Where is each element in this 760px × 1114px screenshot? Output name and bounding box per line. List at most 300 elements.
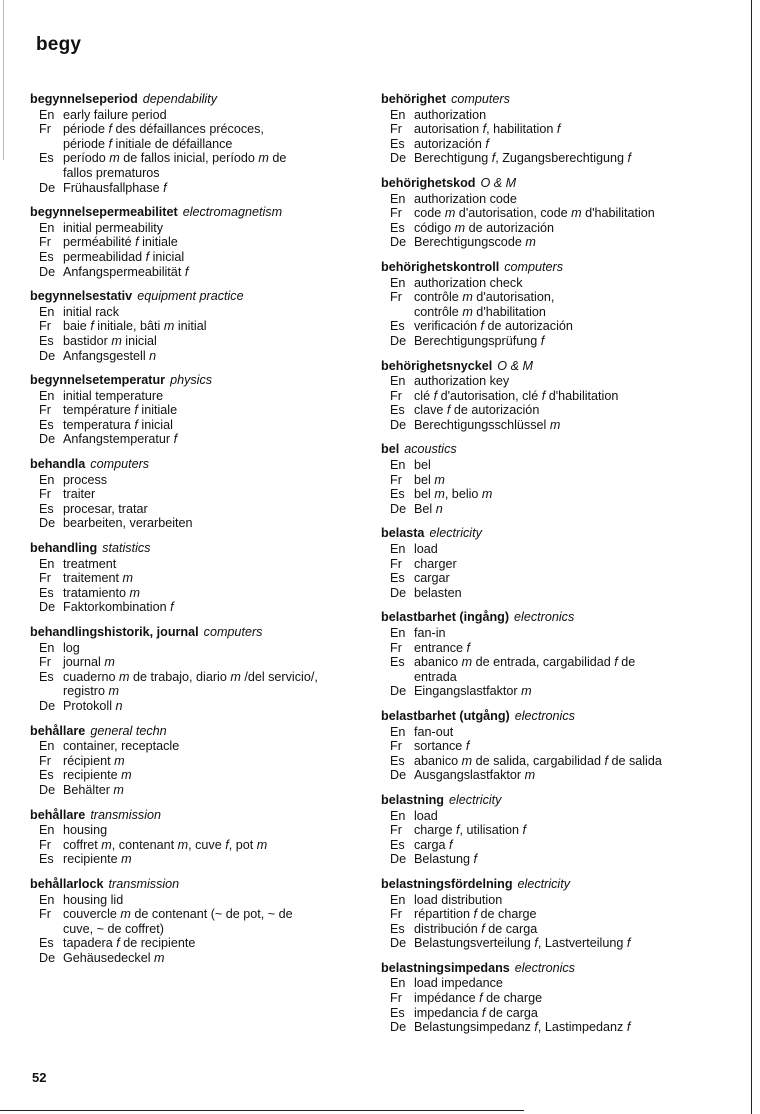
language-code: Es — [390, 403, 405, 418]
translation-row — [381, 571, 746, 586]
grammatical-gender: m — [524, 768, 536, 783]
translation-row — [30, 739, 375, 754]
translation-text — [414, 137, 746, 152]
language-code: Fr — [390, 556, 402, 571]
translation-row — [30, 305, 375, 320]
translation-text — [63, 823, 375, 838]
term-text: bastidor — [63, 333, 112, 348]
translation-text — [63, 516, 375, 531]
term-text: container, receptacle — [63, 739, 180, 754]
translation-row — [381, 137, 746, 152]
entry-subject-field: O & M — [480, 175, 517, 190]
translation-row — [30, 823, 375, 838]
translation-text — [63, 473, 375, 488]
language-code: Es — [39, 151, 54, 166]
term-text: d'autorisation, clé — [437, 388, 542, 403]
dictionary-entry — [381, 610, 746, 699]
language-code: Fr — [390, 206, 402, 221]
grammatical-gender: m — [521, 684, 532, 699]
translation-text — [63, 754, 375, 769]
term-text: récipient — [63, 753, 115, 768]
translation-line — [63, 516, 375, 531]
entry-subject-field: dependability — [142, 92, 218, 106]
language-code: En — [390, 892, 406, 907]
grammatical-gender: m — [230, 669, 241, 684]
translation-line — [63, 432, 375, 447]
language-code: En — [39, 556, 55, 571]
grammatical-gender: f — [433, 388, 438, 403]
grammatical-gender: f — [473, 852, 478, 867]
translation-line — [414, 907, 746, 922]
dictionary-entry — [381, 793, 746, 867]
entry-subject-field: electromagnetism — [182, 205, 283, 220]
grammatical-gender: f — [90, 319, 94, 334]
entry-headword: behörighetsnyckel — [381, 358, 493, 373]
term-text: período — [63, 151, 110, 166]
term-text: process — [63, 472, 108, 487]
translation-text — [414, 151, 746, 166]
dictionary-entry — [30, 808, 375, 867]
entry-headword: belastbarhet (utgång) — [381, 708, 510, 723]
grammatical-gender: f — [465, 739, 470, 754]
translation-text — [414, 276, 746, 291]
language-code: De — [390, 417, 407, 432]
entry-heading — [381, 176, 746, 191]
language-code: En — [390, 976, 406, 991]
translation-row — [30, 334, 375, 349]
entry-subject-field: electronics — [514, 960, 575, 975]
term-text: fan-in — [414, 626, 446, 640]
translation-line — [414, 319, 746, 334]
translation-text — [63, 250, 375, 265]
language-code: Fr — [390, 739, 402, 754]
translation-row — [30, 783, 375, 798]
term-text: initial rack — [63, 304, 119, 319]
language-code: Es — [39, 852, 54, 867]
grammatical-gender: m — [108, 684, 119, 699]
translation-text — [63, 319, 375, 334]
translation-row — [30, 670, 375, 699]
translation-line — [63, 181, 375, 196]
term-text: load impedance — [414, 976, 503, 991]
entry-headword: begynnelsetemperatur — [30, 373, 166, 388]
translation-line — [63, 754, 375, 769]
grammatical-gender: m — [444, 206, 456, 221]
grammatical-gender: f — [449, 837, 453, 852]
entry-heading — [30, 541, 375, 556]
term-text: Faktorkombination — [63, 600, 171, 615]
translation-line — [414, 276, 746, 291]
language-code: Fr — [39, 907, 51, 922]
translation-line — [414, 823, 746, 838]
term-text: de recipiente — [119, 936, 196, 951]
language-code: De — [390, 333, 407, 348]
entry-headword: belastningsfördelning — [381, 876, 513, 891]
term-text: Behälter — [63, 782, 114, 797]
translation-text — [414, 893, 746, 908]
language-code: Es — [39, 669, 54, 684]
translation-line — [63, 305, 375, 320]
translation-text — [414, 389, 746, 404]
translation-line — [63, 557, 375, 572]
grammatical-gender: f — [184, 264, 189, 279]
translation-line — [414, 290, 746, 305]
language-code: De — [39, 516, 56, 531]
term-text: des défaillances précoces, — [112, 122, 264, 137]
translation-row — [30, 893, 375, 908]
term-text: , utilisation — [459, 823, 523, 838]
translation-row — [30, 754, 375, 769]
translation-row — [381, 893, 746, 908]
translation-line — [414, 893, 746, 908]
translation-text — [63, 181, 375, 196]
language-code: Es — [390, 319, 405, 334]
translation-text — [63, 265, 375, 280]
translation-row — [381, 542, 746, 557]
term-text: log — [63, 640, 80, 655]
translation-text — [63, 893, 375, 908]
language-code: En — [390, 626, 406, 640]
language-code: De — [390, 936, 407, 951]
term-text: bearbeiten, verarbeiten — [63, 516, 193, 531]
term-text: de carga — [485, 1005, 538, 1020]
language-code: En — [39, 892, 55, 907]
term-text: Belastungsimpedanz — [414, 1020, 535, 1035]
language-code: Es — [39, 249, 54, 264]
term-text: , contenant — [111, 837, 178, 852]
term-text: temperatura — [63, 417, 135, 432]
language-code: De — [39, 600, 56, 615]
term-text: tratamiento — [63, 585, 130, 600]
language-code: En — [39, 304, 55, 319]
translation-row — [30, 487, 375, 502]
term-text: de autorización — [484, 319, 573, 334]
translation-line — [63, 151, 375, 166]
translation-line — [414, 922, 746, 937]
translation-line — [414, 137, 746, 152]
term-text: Berechtigungsschlüssel — [414, 417, 550, 432]
term-text: entrada — [414, 669, 457, 684]
grammatical-gender: m — [461, 753, 473, 768]
translation-row — [30, 473, 375, 488]
term-text: housing — [63, 823, 108, 838]
grammatical-gender: f — [473, 907, 478, 922]
grammatical-gender: f — [522, 823, 527, 838]
term-text: Gehäusedeckel — [63, 950, 155, 965]
translation-line — [414, 809, 746, 824]
dictionary-entry — [381, 442, 746, 516]
grammatical-gender: m — [256, 837, 268, 852]
term-text: sortance — [414, 739, 466, 754]
translation-row — [30, 250, 375, 265]
grammatical-gender: f — [134, 417, 138, 432]
translation-text — [63, 655, 375, 670]
translation-row — [30, 235, 375, 250]
grammatical-gender: m — [120, 907, 131, 922]
entry-subject-field: computers — [504, 259, 564, 274]
language-code: De — [390, 501, 407, 516]
term-text: , habilitation — [486, 122, 557, 137]
language-code: Fr — [390, 472, 402, 487]
grammatical-gender: f — [614, 655, 618, 670]
translation-line — [63, 418, 375, 433]
entry-subject-field: computers — [90, 457, 150, 472]
grammatical-gender: m — [121, 852, 132, 867]
translation-text — [63, 502, 375, 517]
translation-text — [63, 907, 375, 936]
translation-row — [381, 235, 746, 250]
translation-line — [414, 626, 746, 641]
language-code: De — [390, 585, 407, 600]
translation-text — [414, 586, 746, 601]
language-code: En — [390, 724, 406, 739]
grammatical-gender: m — [109, 151, 120, 166]
grammatical-gender: f — [485, 136, 489, 151]
grammatical-gender: m — [462, 304, 473, 319]
translation-line — [63, 389, 375, 404]
entry-heading — [30, 625, 375, 640]
translation-row — [30, 108, 375, 123]
translation-line — [414, 1006, 746, 1021]
term-text: authorization check — [414, 275, 523, 290]
term-text: perméabilité — [63, 235, 136, 250]
dictionary-entry — [30, 289, 375, 363]
language-code: Es — [390, 837, 405, 852]
language-code: En — [39, 107, 55, 122]
term-text: journal — [63, 655, 105, 670]
term-text: treatment — [63, 556, 117, 571]
term-text: , cuve — [188, 837, 226, 852]
translation-line — [63, 893, 375, 908]
translation-line — [63, 122, 375, 137]
translation-row — [381, 502, 746, 517]
translation-row — [381, 122, 746, 137]
term-text: initial permeability — [63, 220, 164, 235]
translation-row — [30, 838, 375, 853]
translation-line — [63, 108, 375, 123]
term-text: Belastung — [414, 852, 474, 867]
language-code: Fr — [390, 907, 402, 922]
language-code: De — [39, 782, 56, 797]
language-code: En — [390, 107, 406, 122]
translation-row — [30, 516, 375, 531]
translation-row — [381, 641, 746, 656]
translation-text — [63, 418, 375, 433]
language-code: Fr — [39, 319, 51, 334]
translation-line — [414, 235, 746, 250]
grammatical-gender: f — [481, 921, 485, 936]
translation-text — [414, 502, 746, 517]
column-right — [381, 92, 746, 1045]
term-text: contrôle — [414, 290, 463, 305]
translation-line — [63, 265, 375, 280]
grammatical-gender: m — [104, 655, 115, 670]
translation-row — [30, 122, 375, 151]
language-code: En — [39, 640, 55, 655]
translation-row — [30, 557, 375, 572]
translation-text — [63, 334, 375, 349]
entry-subject-field: electricity — [429, 526, 482, 541]
translation-text — [414, 403, 746, 418]
grammatical-gender: f — [534, 936, 538, 951]
translation-row — [381, 754, 746, 769]
translation-text — [414, 626, 746, 641]
grammatical-gender: f — [108, 122, 113, 137]
term-text: belasten — [414, 585, 462, 600]
language-code: Es — [390, 220, 405, 235]
grammatical-gender: m — [177, 837, 189, 852]
term-text: , Lastverteilung — [537, 936, 627, 951]
language-code: Fr — [390, 991, 402, 1006]
translation-line — [63, 600, 375, 615]
translation-line — [63, 768, 375, 783]
translation-row — [30, 418, 375, 433]
translation-row — [381, 487, 746, 502]
language-code: En — [390, 458, 406, 473]
grammatical-gender: f — [466, 640, 471, 655]
translation-row — [30, 768, 375, 783]
translation-text — [63, 838, 375, 853]
term-text: initiale, bâti — [93, 319, 164, 334]
translation-row — [381, 192, 746, 207]
translation-row — [381, 403, 746, 418]
term-text: Berechtigungscode — [414, 235, 526, 250]
translation-line — [63, 684, 375, 699]
language-code: Es — [390, 487, 405, 502]
term-text: fallos prematuros — [63, 165, 160, 180]
translation-line — [414, 586, 746, 601]
translation-text — [414, 976, 746, 991]
term-text: load — [414, 542, 438, 557]
term-text: de charge — [482, 991, 543, 1006]
entry-headword: bel — [381, 442, 400, 457]
term-text: bel — [414, 458, 431, 473]
translation-text — [414, 823, 746, 838]
translation-row — [30, 571, 375, 586]
translation-row — [381, 319, 746, 334]
language-code: En — [39, 739, 55, 754]
translation-row — [381, 976, 746, 991]
grammatical-gender: f — [541, 388, 546, 403]
translation-line — [414, 221, 746, 236]
language-code: De — [39, 180, 56, 195]
translation-text — [63, 151, 375, 180]
translation-line — [414, 768, 746, 783]
language-code: Es — [390, 571, 405, 586]
grammatical-gender: f — [480, 319, 484, 334]
translation-line — [63, 250, 375, 265]
translation-line — [414, 487, 746, 502]
translation-line — [63, 641, 375, 656]
entry-heading — [30, 877, 375, 892]
grammatical-gender: m — [571, 206, 582, 221]
translation-row — [30, 586, 375, 601]
dictionary-entry — [30, 625, 375, 714]
translation-row — [30, 600, 375, 615]
language-code: Es — [39, 936, 54, 951]
grammatical-gender: m — [113, 782, 124, 797]
entry-heading — [381, 793, 746, 808]
translation-line — [63, 838, 375, 853]
entry-subject-field: transmission — [90, 807, 161, 822]
language-code: En — [390, 542, 406, 557]
translation-line — [63, 502, 375, 517]
grammatical-gender: f — [627, 151, 632, 166]
translation-row — [30, 655, 375, 670]
entry-headword: begynnelseperiod — [30, 92, 138, 106]
language-code: En — [390, 191, 406, 206]
term-text: abanico — [414, 655, 462, 670]
translation-text — [414, 936, 746, 951]
grammatical-gender: f — [170, 600, 174, 615]
term-text: de contenant (~ de pot, ~ de — [130, 907, 293, 922]
grammatical-gender: m — [549, 417, 561, 432]
entry-headword: belastning — [381, 792, 444, 807]
entry-subject-field: computers — [451, 92, 510, 106]
language-code: Es — [390, 753, 405, 768]
entry-heading — [381, 961, 746, 976]
entry-heading — [381, 709, 746, 724]
term-text: carga — [414, 837, 450, 852]
translation-row — [381, 206, 746, 221]
grammatical-gender: f — [145, 249, 150, 264]
translation-text — [63, 403, 375, 418]
translation-text — [414, 542, 746, 557]
translation-row — [381, 418, 746, 433]
translation-line — [63, 655, 375, 670]
language-code: De — [390, 235, 407, 250]
translation-line — [63, 319, 375, 334]
translation-text — [414, 754, 746, 769]
translation-line — [63, 221, 375, 236]
term-text: Berechtigungsprüfung — [414, 333, 541, 348]
translation-text — [414, 768, 746, 783]
translation-row — [30, 936, 375, 951]
translation-text — [63, 586, 375, 601]
entry-heading — [30, 457, 375, 472]
translation-row — [381, 936, 746, 951]
term-text: code — [414, 206, 445, 221]
grammatical-gender: f — [446, 403, 451, 418]
translation-row — [381, 389, 746, 404]
translation-text — [63, 432, 375, 447]
term-text: Eingangslastfaktor — [414, 684, 522, 699]
term-text: Bel — [414, 501, 436, 516]
translation-row — [381, 809, 746, 824]
language-code: Es — [39, 768, 54, 783]
entry-heading — [30, 205, 375, 220]
term-text: inicial — [149, 249, 185, 264]
translation-text — [414, 319, 746, 334]
grammatical-gender: m — [454, 220, 466, 235]
language-code: En — [39, 220, 55, 235]
term-text: inicial — [137, 417, 173, 432]
translation-row — [381, 221, 746, 236]
translation-line — [414, 458, 746, 473]
dictionary-entry — [30, 877, 375, 966]
entry-heading — [30, 92, 375, 107]
translation-line — [63, 166, 375, 181]
grammatical-gender: f — [534, 1020, 538, 1035]
dictionary-entry — [30, 92, 375, 195]
translation-line — [63, 907, 375, 922]
dictionary-entry — [381, 359, 746, 433]
language-code: Fr — [39, 122, 51, 137]
entry-headword: begynnelsepermeabilitet — [30, 205, 178, 220]
translation-line — [414, 122, 746, 137]
translation-line — [63, 739, 375, 754]
translation-line — [414, 473, 746, 488]
